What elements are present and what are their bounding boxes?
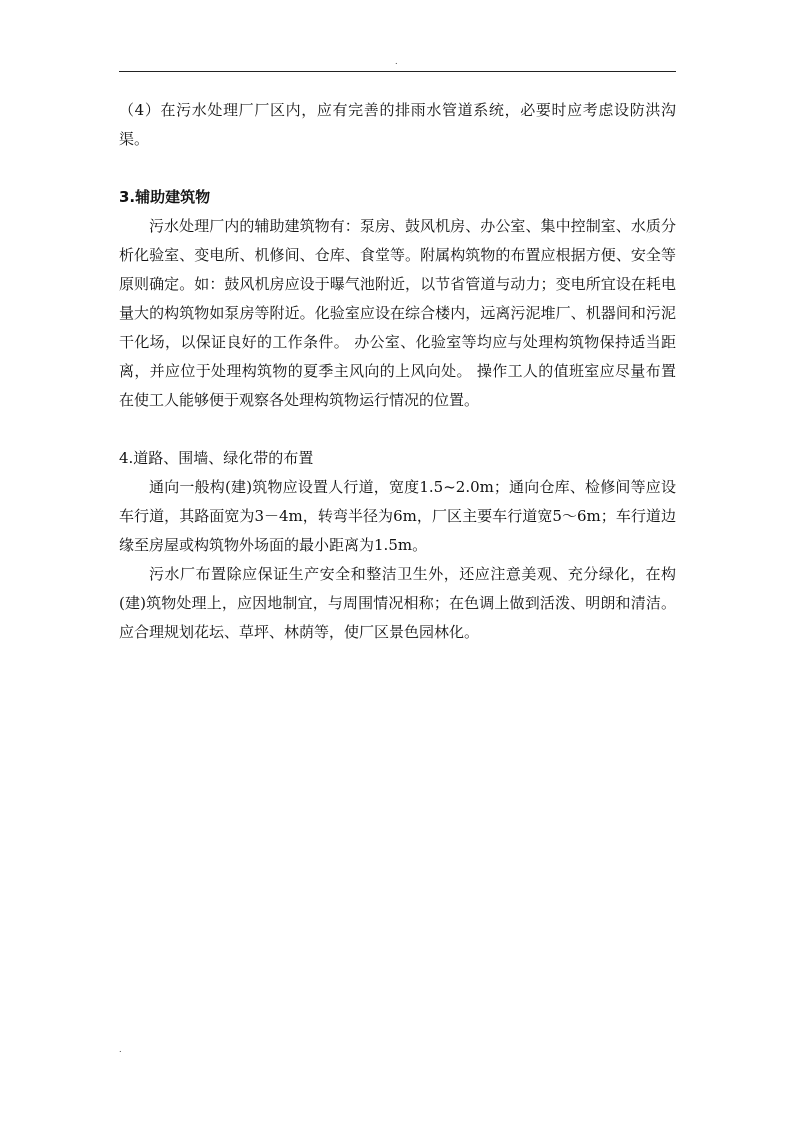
section-3-paragraph: 污水处理厂内的辅助建筑物有：泵房、鼓风机房、办公室、集中控制室、水质分析化验室、变电所、机修间、仓库、食堂等。附属构筑物的布置应根据方便、安全等原则确定。如：鼓风机房应设于曝气池附近，以节省管道与动力；变电所宜设在耗电量大的构筑物如泵房等附近。化验室应设在综合楼内，远离污泥堆厂、机器间和污泥干化场，以保证良好的工作条件。 办公室、化验室等均应与处理构筑物保持适当距离，并应位于处理构筑物的夏季主风向的上风向处。 操作工人的值班室应尽量布置在使工人能够便于观察各处理构筑物运行情况的位置。 — [119, 217, 676, 409]
footer-mark: . — [119, 1045, 122, 1054]
section-4-paragraph-2: 污水厂布置除应保证生产安全和整洁卫生外，还应注意美观、充分绿化，在构(建)筑物处理上，应因地制宜，与周围情况相称；在色调上做到活泼、明朗和清洁。应合理规划花坛、草坪、林荫等，使厂区景色园林化。 — [119, 565, 676, 641]
header-mark: . — [395, 57, 398, 66]
section-4-heading: 4.道路、围墙、绿化带的布置 — [119, 449, 314, 467]
section-4-paragraph-1: 通向一般构(建)筑物应设置人行道，宽度1.5~2.0m；通向仓库、检修间等应设车行道，其路面宽为3－4m，转弯半径为6m，厂区主要车行道宽5～6m；车行道边缘至房屋或构筑物外场面的最小距离为1.5m。 — [119, 478, 676, 554]
paragraph-item-4: （4）在污水处理厂厂区内，应有完善的排雨水管道系统，必要时应考虑设防洪沟渠。 — [119, 101, 676, 148]
header-rule — [119, 71, 676, 72]
spacer — [119, 154, 676, 183]
spacer — [119, 415, 676, 444]
section-3-heading: 3.辅助建筑物 — [119, 188, 211, 206]
document-body — [119, 96, 676, 647]
